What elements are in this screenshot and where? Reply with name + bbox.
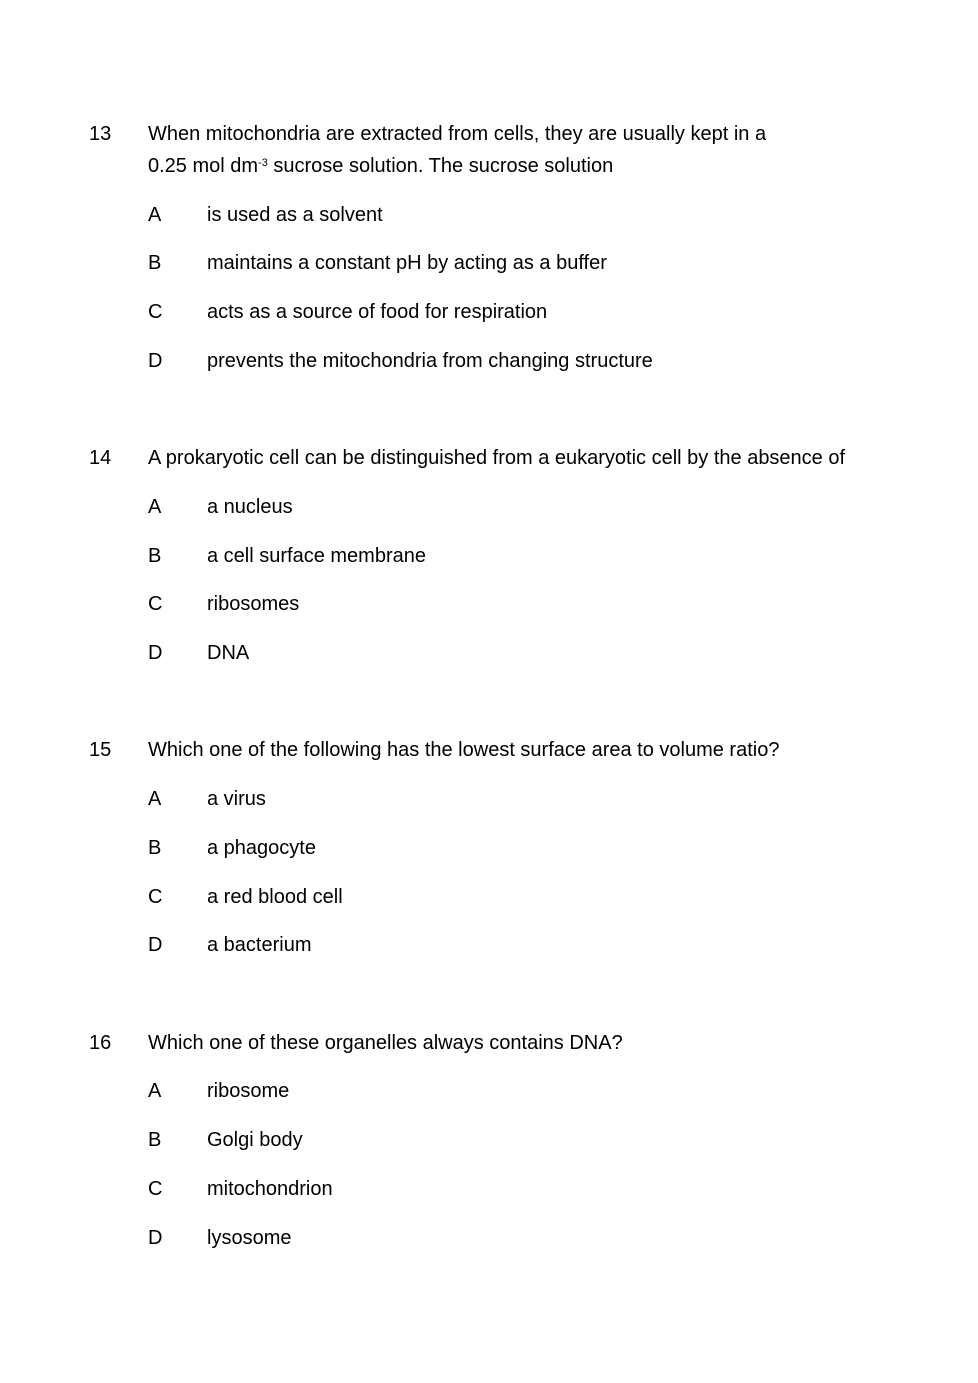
option-letter: C [148,301,163,323]
option-text: a virus [207,788,266,810]
question-text [148,118,908,182]
question-text-line-1: Which one of these organelles always contains DNA? [148,1032,623,1054]
question-number: 15 [89,739,112,761]
option-letter: D [148,642,163,664]
option-b[interactable] [0,832,978,864]
option-text: Golgi body [207,1129,303,1151]
question-number: 16 [89,1032,112,1054]
option-text: a red blood cell [207,886,343,908]
option-letter: B [148,837,162,859]
option-letter: C [148,886,163,908]
option-letter: B [148,1129,162,1151]
option-c[interactable] [0,881,978,913]
option-d[interactable] [0,345,978,377]
question-text [148,1027,908,1059]
question-text [148,734,908,766]
question-text-continuation: sucrose solution. The sucrose solution [267,155,614,177]
option-text: mitochondrion [207,1178,333,1200]
question-text-line-2 [148,150,908,182]
option-text: a cell surface membrane [207,545,426,567]
option-text: a bacterium [207,934,312,956]
option-c[interactable] [0,296,978,328]
option-letter: C [148,593,163,615]
option-letter: A [148,1080,162,1102]
option-a[interactable] [0,783,978,815]
option-text: a phagocyte [207,837,316,859]
option-a[interactable] [0,1075,978,1107]
option-letter: A [148,788,162,810]
option-b[interactable] [0,540,978,572]
option-b[interactable] [0,247,978,279]
option-text: a nucleus [207,496,293,518]
option-letter: C [148,1178,163,1200]
concentration-value: 0.25 mol dm [148,155,259,177]
option-letter: D [148,1227,163,1249]
option-a[interactable] [0,491,978,523]
option-b[interactable] [0,1124,978,1156]
option-d[interactable] [0,637,978,669]
option-text: DNA [207,642,250,664]
option-letter: B [148,545,162,567]
option-text: acts as a source of food for respiration [207,301,548,323]
question-text-line-1: Which one of the following has the lowest surface area to volume ratio? [148,739,780,761]
option-c[interactable] [0,1173,978,1205]
option-letter: D [148,350,163,372]
question-text-line-1: A prokaryotic cell can be distinguished from a eukaryotic cell by the absence of [148,447,846,469]
question-number: 13 [89,123,112,145]
option-text: ribosomes [207,593,300,615]
option-text: maintains a constant pH by acting as a buffer [207,252,607,274]
option-letter: A [148,496,162,518]
option-letter: A [148,204,162,226]
unit-exponent: -3 [258,157,268,169]
option-letter: D [148,934,163,956]
option-letter: B [148,252,162,274]
option-a[interactable] [0,199,978,231]
question-text-line-1: When mitochondria are extracted from cells, they are usually kept in a [148,123,767,145]
option-d[interactable] [0,1222,978,1254]
option-d[interactable] [0,929,978,961]
option-text: lysosome [207,1227,292,1249]
option-text: prevents the mitochondria from changing structure [207,350,653,372]
option-text: is used as a solvent [207,204,383,226]
question-text [148,442,908,474]
option-text: ribosome [207,1080,290,1102]
option-c[interactable] [0,588,978,620]
question-number: 14 [89,447,112,469]
